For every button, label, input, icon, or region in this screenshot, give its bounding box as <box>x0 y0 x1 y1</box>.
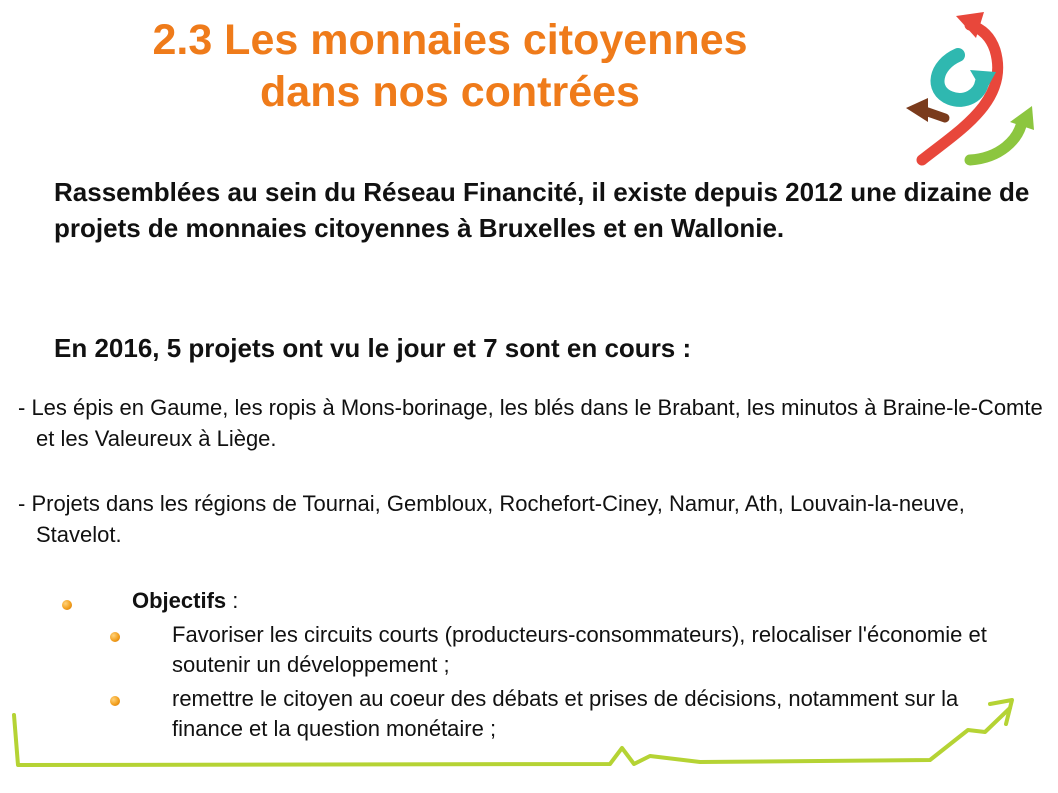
bullet-dot-icon <box>110 632 120 642</box>
objective-item: remettre le citoyen au coeur des débats et prises de décisions, notamment sur la finance et la question monétaire ; <box>172 686 959 741</box>
objective-item: Favoriser les circuits courts (producteurs-consommateurs), relocaliser l'économie et soutenir un développement ; <box>172 622 987 677</box>
circular-arrows-logo-icon <box>900 10 1050 180</box>
title-line-2: dans nos contrées <box>260 68 640 116</box>
objectives-suffix: : <box>226 588 239 613</box>
objectives-label: Objectifs <box>132 588 227 613</box>
title-line-1: 2.3 Les monnaies citoyennes <box>152 16 748 64</box>
bullet-dot-icon <box>62 600 72 610</box>
intro-paragraph-1: Rassemblées au sein du Réseau Financité, il existe depuis 2012 une dizaine de projets de monnaies citoyennes à Bruxelles et en Wallonie. <box>54 177 1030 243</box>
intro-paragraph-2: En 2016, 5 projets ont vu le jour et 7 sont en cours : <box>54 333 692 363</box>
objectives-heading <box>132 586 238 616</box>
green-zigzag-arrow-icon <box>0 690 1058 793</box>
list-item: - Projets dans les régions de Tournai, Gembloux, Rochefort-Ciney, Namur, Ath, Louvain-la-neuve, Stavelot. <box>18 491 965 547</box>
list-item: - Les épis en Gaume, les ropis à Mons-borinage, les blés dans le Brabant, les minutos à Braine-le-Comte et les Valeureux à Liège. <box>18 395 1043 451</box>
page-title <box>40 14 860 118</box>
